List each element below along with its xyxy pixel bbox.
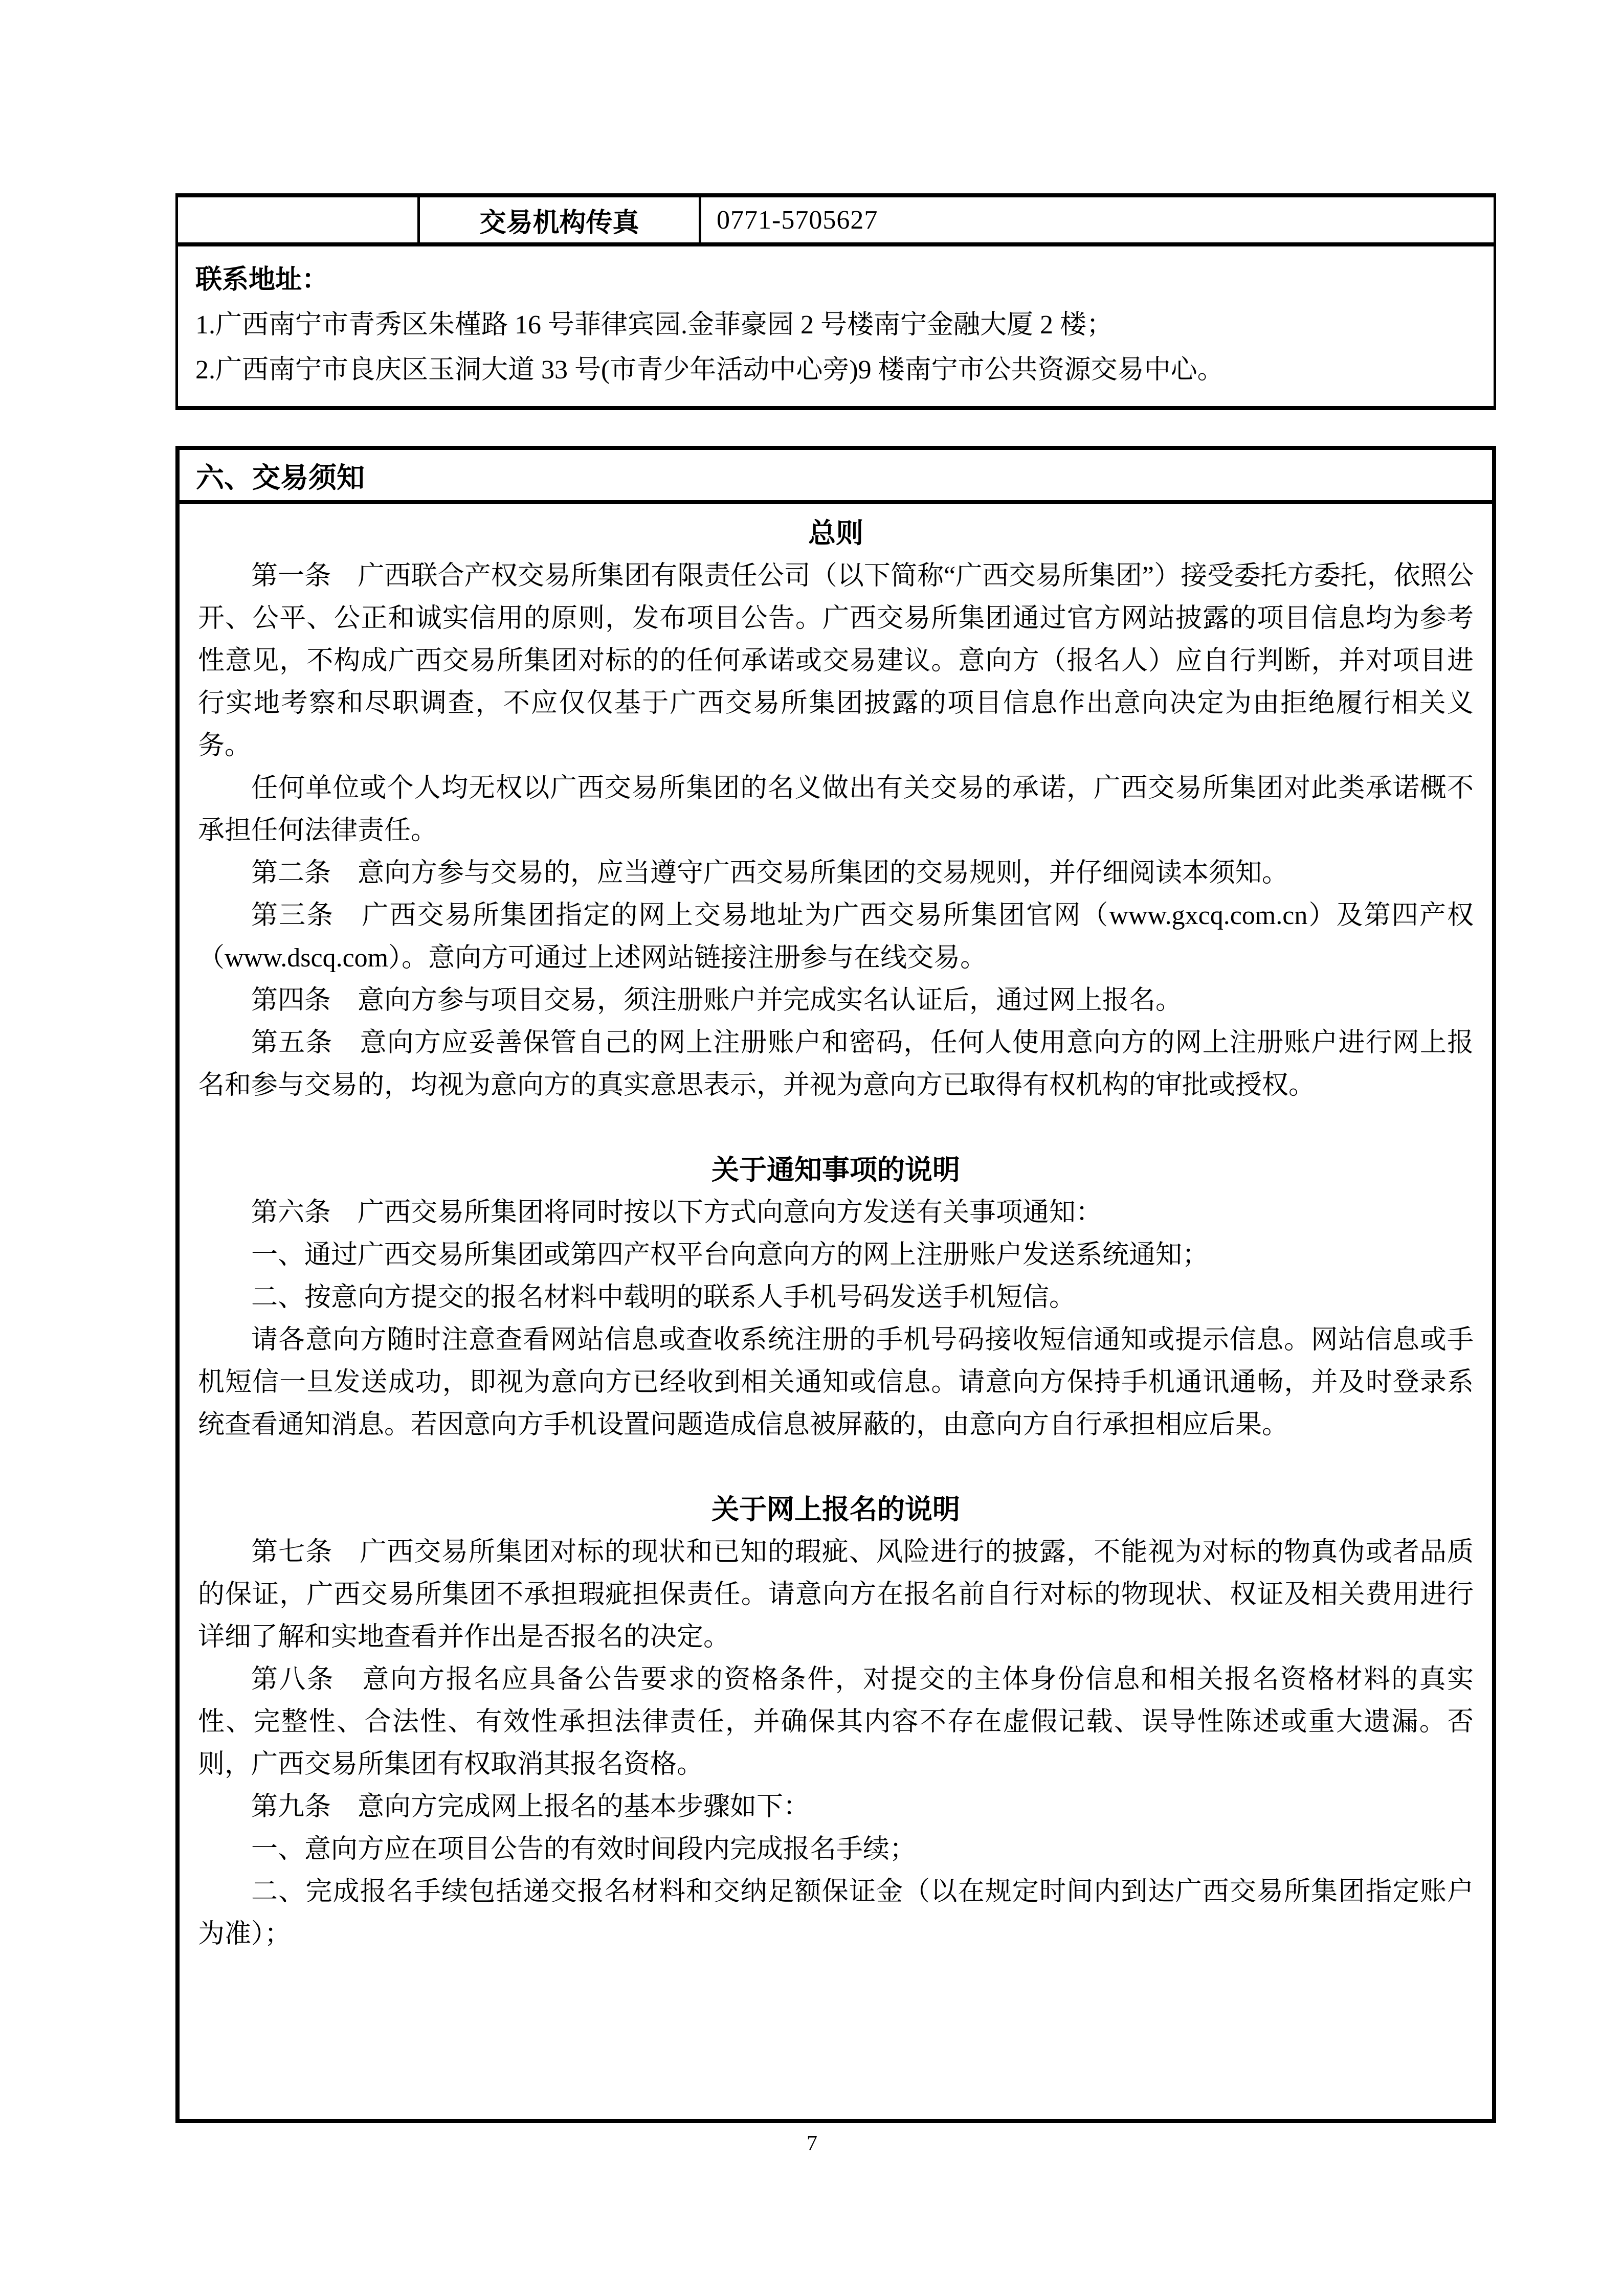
para-article-7: 第七条 广西交易所集团对标的现状和已知的瑕疵、风险进行的披露，不能视为对标的物真伪或者品质的保证，广西交易所集团不承担瑕疵担保责任。请意向方在报名前自行对标的物现状、权证及相关费用进行详细了解和实地查看并作出是否报名的决定。 xyxy=(198,1538,1474,1652)
para-article-5: 第五条 意向方应妥善保管自己的网上注册账户和密码，任何人使用意向方的网上注册账户进行网上报名和参与交易的，均视为意向方的真实意思表示，并视为意向方已取得有权机构的审批或授权。 xyxy=(198,1028,1474,1100)
contact-table xyxy=(175,193,1496,410)
para-article-9: 第九条 意向方完成网上报名的基本步骤如下： xyxy=(251,1792,810,1821)
para-step-1: 一、意向方应在项目公告的有效时间段内完成报名手续； xyxy=(251,1835,917,1864)
address-heading: 联系地址： xyxy=(195,265,329,295)
address-row xyxy=(177,244,1495,408)
notice-section-title: 六、交易须知 xyxy=(180,450,1492,504)
para-article-1: 第一条 广西联合产权交易所集团有限责任公司（以下简称“广西交易所集团”）接受委托方委托，依照公开、公平、公正和诚实信用的原则，发布项目公告。广西交易所集团通过官方网站披露的项目信息均为参考性意见，不构成广西交易所集团对标的的任何承诺或交易建议。意向方（报名人）应自行判断，并对项目进行实地考察和尽职调查，不应仅仅基于广西交易所集团披露的项目信息作出意向决定为由拒绝履行相关义务。 xyxy=(198,561,1474,760)
address-line-2: 2.广西南宁市良庆区玉洞大道 33 号(市青少年活动中心旁)9 楼南宁市公共资源交易中心。 xyxy=(195,355,1224,385)
para-step-2: 二、完成报名手续包括递交报名材料和交纳足额保证金（以在规定时间内到达广西交易所集团指定账户为准）； xyxy=(198,1877,1474,1949)
address-line-1: 1.广西南宁市青秀区朱槿路 16 号菲律宾园.金菲豪园 2 号楼南宁金融大厦 2 楼； xyxy=(195,310,1114,340)
notice-body xyxy=(180,504,1492,1955)
para-item-system-notice: 一、通过广西交易所集团或第四产权平台向意向方的网上注册账户发送系统通知； xyxy=(251,1241,1209,1270)
fax-value: 0771-5705627 xyxy=(700,195,1495,244)
para-article-3: 第三条 广西交易所集团指定的网上交易地址为广西交易所集团官网（www.gxcq.com.cn）及第四产权（www.dscq.com）。意向方可通过上述网站链接注册参与在线交易。 xyxy=(198,901,1474,973)
para-no-authority: 任何单位或个人均无权以广西交易所集团的名义做出有关交易的承诺，广西交易所集团对此类承诺概不承担任何法律责任。 xyxy=(198,774,1474,845)
para-item-sms: 二、按意向方提交的报名材料中载明的联系人手机号码发送手机短信。 xyxy=(251,1283,1076,1312)
para-article-2: 第二条 意向方参与交易的，应当遵守广西交易所集团的交易规则，并仔细阅读本须知。 xyxy=(251,859,1289,888)
address-cell xyxy=(177,244,1495,408)
para-check-messages: 请各意向方随时注意查看网站信息或查收系统注册的手机号码接收短信通知或提示信息。网站信息或手机短信一旦发送成功，即视为意向方已经收到相关通知或信息。请意向方保持手机通讯通畅，并及时登录系统查看通知消息。若因意向方手机设置问题造成信息被屏蔽的，由意向方自行承担相应后果。 xyxy=(198,1325,1474,1439)
heading-general-rules: 总则 xyxy=(808,518,863,549)
page-number: 7 xyxy=(807,2132,817,2155)
fax-label: 交易机构传真 xyxy=(419,195,700,244)
heading-notification: 关于通知事项的说明 xyxy=(711,1155,960,1185)
heading-online-registration: 关于网上报名的说明 xyxy=(711,1494,960,1525)
notice-section xyxy=(175,446,1496,2123)
para-article-4: 第四条 意向方参与项目交易，须注册账户并完成实名认证后，通过网上报名。 xyxy=(251,986,1183,1015)
para-article-8: 第八条 意向方报名应具备公告要求的资格条件，对提交的主体身份信息和相关报名资格材料的真实性、完整性、合法性、有效性承担法律责任，并确保其内容不存在虚假记载、误导性陈述或重大遗漏。否则，广西交易所集团有权取消其报名资格。 xyxy=(198,1665,1474,1779)
fax-row xyxy=(177,195,1495,244)
para-article-6: 第六条 广西交易所集团将同时按以下方式向意向方发送有关事项通知： xyxy=(251,1198,1103,1227)
empty-cell xyxy=(177,195,419,244)
